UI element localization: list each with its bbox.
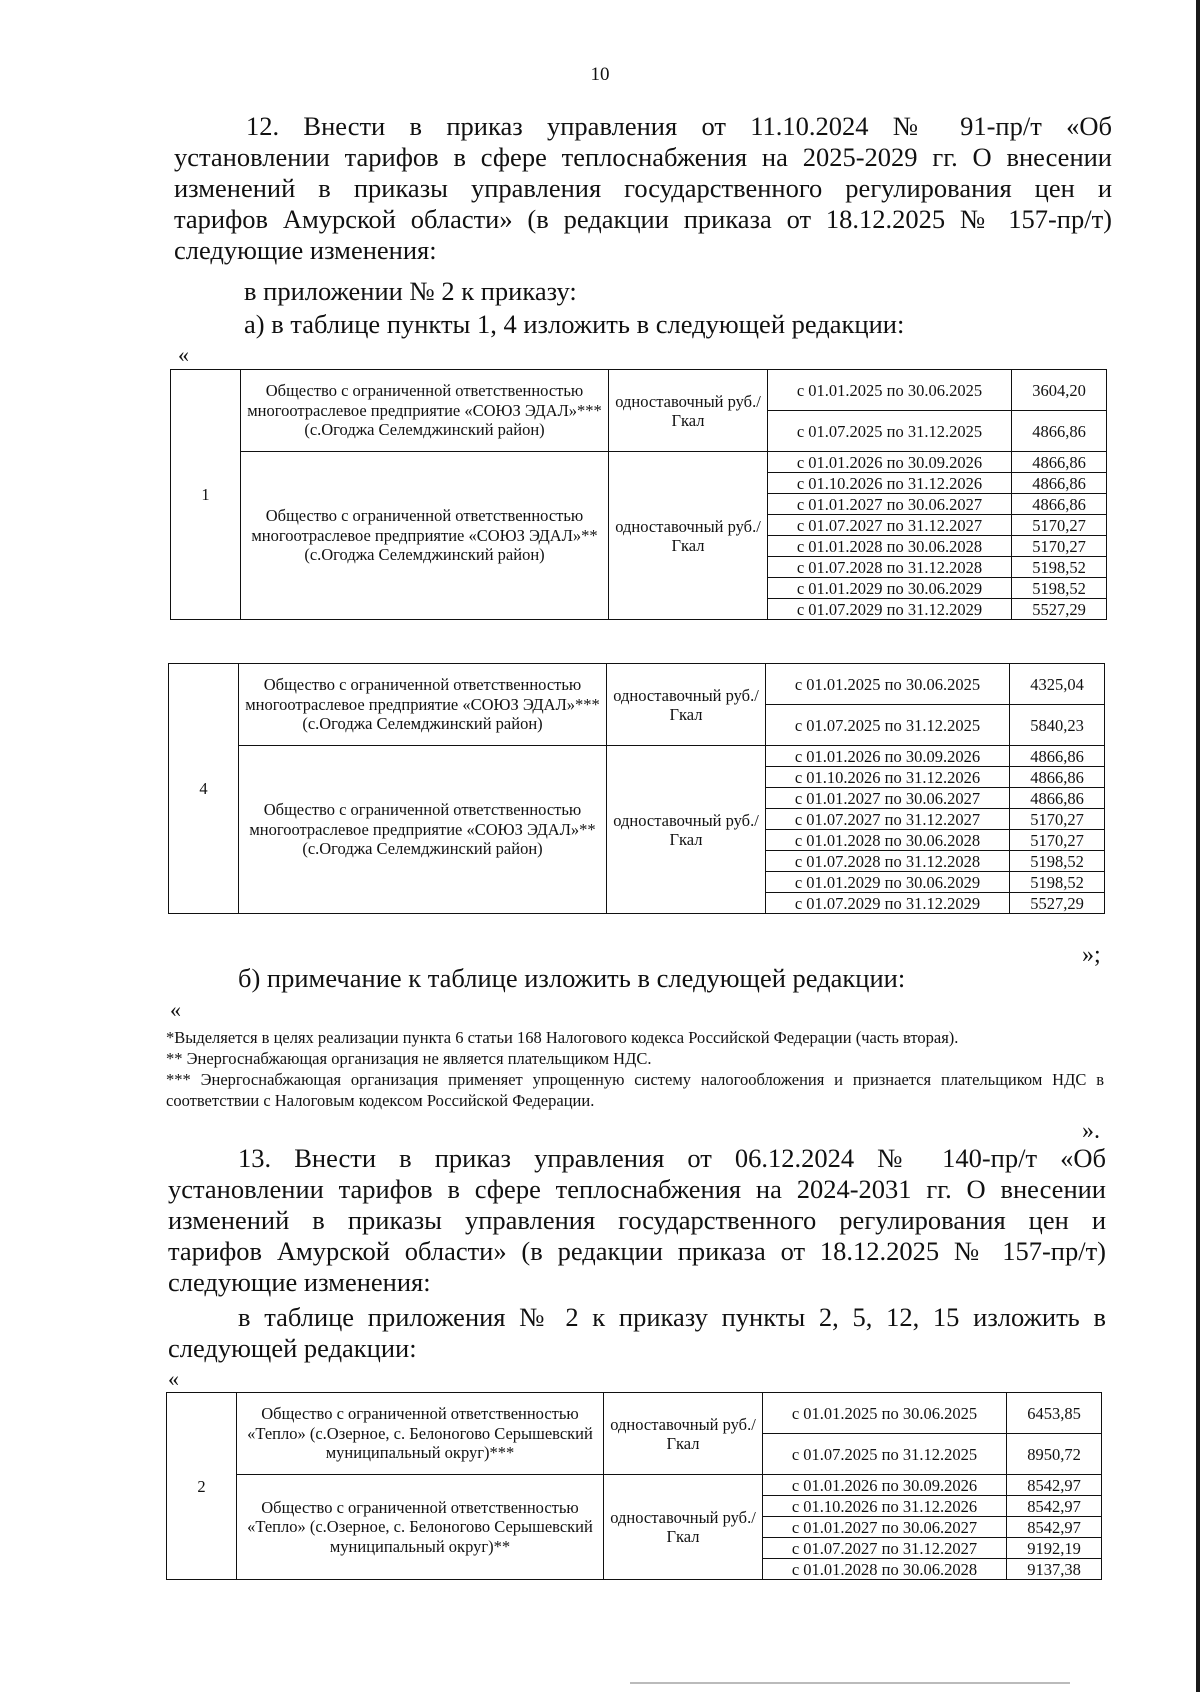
tariff-table-item-2 — [166, 1392, 1102, 1580]
table-row — [169, 664, 1105, 705]
period-cell: с 01.10.2026 по 31.12.2026 — [763, 1496, 1007, 1517]
item-a-line: а) в таблице пункты 1, 4 изложить в следующей редакции: — [244, 309, 905, 339]
organization-name: Общество с ограниченной ответственностью «Тепло» (с.Озерное, с. Белоногово Серышевский муниципальный округ)*** — [237, 1393, 604, 1475]
table-row — [171, 370, 1107, 411]
tariff-table-item-1 — [170, 369, 1107, 620]
tariff-value-cell: 5840,23 — [1010, 705, 1105, 746]
organization-name: Общество с ограниченной ответственностью многоотраслевое предприятие «СОЮЗ ЭДАЛ»** (с.Огоджа Селемджинский район) — [239, 746, 607, 914]
period-cell: с 01.01.2026 по 30.09.2026 — [768, 452, 1012, 473]
period-cell: с 01.01.2026 по 30.09.2026 — [766, 746, 1010, 767]
open-quote-1: « — [178, 342, 189, 367]
organization-name: Общество с ограниченной ответственностью многоотраслевое предприятие «СОЮЗ ЭДАЛ»*** (с.Огоджа Селемджинский район) — [241, 370, 609, 452]
section-13-line-3: изменений в приказы управления государственного регулирования цен и — [168, 1205, 1106, 1235]
tariff-value-cell: 4866,86 — [1012, 494, 1107, 515]
section-12-line-4: тарифов Амурской области» (в редакции приказа от 18.12.2025 № 157-пр/т) — [174, 204, 1112, 234]
rate-type: одноставочный руб./Гкал — [607, 746, 766, 914]
section-13-line-4: тарифов Амурской области» (в редакции приказа от 18.12.2025 № 157-пр/т) — [168, 1236, 1106, 1266]
period-cell: с 01.07.2028 по 31.12.2028 — [766, 851, 1010, 872]
rate-type: одноставочный руб./Гкал — [607, 664, 766, 746]
note-2: ** Энергоснабжающая организация не является плательщиком НДС. — [166, 1049, 652, 1068]
tariff-table-item-4 — [168, 663, 1105, 914]
period-cell: с 01.01.2029 по 30.06.2029 — [766, 872, 1010, 893]
table-notes — [166, 1027, 1104, 1111]
rate-type: одноставочный руб./Гкал — [609, 370, 768, 452]
period-cell: с 01.10.2026 по 31.12.2026 — [766, 767, 1010, 788]
section-12-line-2: установлении тарифов в сфере теплоснабжения на 2025-2029 гг. О внесении — [174, 142, 1112, 172]
period-cell: с 01.01.2027 по 30.06.2027 — [768, 494, 1012, 515]
table-row — [171, 452, 1107, 473]
section-12-paragraph — [174, 111, 1112, 266]
close-quote-dot: ». — [1082, 1118, 1100, 1144]
rate-type: одноставочный руб./Гкал — [609, 452, 768, 620]
period-cell: с 01.01.2027 по 30.06.2027 — [766, 788, 1010, 809]
tariff-value-cell: 5198,52 — [1010, 851, 1105, 872]
tariff-value-cell: 5198,52 — [1012, 557, 1107, 578]
period-cell: с 01.01.2029 по 30.06.2029 — [768, 578, 1012, 599]
tariff-value-cell: 8542,97 — [1007, 1475, 1102, 1496]
period-cell: с 01.10.2026 по 31.12.2026 — [768, 473, 1012, 494]
table-row — [167, 1393, 1102, 1434]
tariff-value-cell: 4866,86 — [1012, 473, 1107, 494]
section-13-item-line-1: в таблице приложения № 2 к приказу пункты 2, 5, 12, 15 изложить в — [238, 1302, 1106, 1332]
open-quote-2: « — [170, 997, 181, 1022]
table-row — [167, 1475, 1102, 1496]
organization-name: Общество с ограниченной ответственностью многоотраслевое предприятие «СОЮЗ ЭДАЛ»** (с.Огоджа Селемджинский район) — [241, 452, 609, 620]
tariff-value-cell: 4866,86 — [1012, 411, 1107, 452]
section-13-line-5: следующие изменения: — [168, 1267, 431, 1297]
item-number: 4 — [169, 664, 239, 914]
period-cell: с 01.07.2025 по 31.12.2025 — [763, 1434, 1007, 1475]
tariff-value-cell: 6453,85 — [1007, 1393, 1102, 1434]
tariff-value-cell: 9137,38 — [1007, 1559, 1102, 1580]
appendix-line: в приложении № 2 к приказу: — [244, 276, 577, 306]
tariff-value-cell: 4866,86 — [1010, 746, 1105, 767]
tariff-value-cell: 5527,29 — [1012, 599, 1107, 620]
item-b-line: б) примечание к таблице изложить в следующей редакции: — [238, 963, 906, 993]
close-quote-semicolon: »; — [1082, 942, 1101, 968]
section-12-line-5: следующие изменения: — [174, 235, 437, 265]
rate-type: одноставочный руб./Гкал — [604, 1393, 763, 1475]
tariff-value-cell: 8542,97 — [1007, 1517, 1102, 1538]
tariff-value-cell: 4866,86 — [1012, 452, 1107, 473]
period-cell: с 01.01.2027 по 30.06.2027 — [763, 1517, 1007, 1538]
section-13-paragraph — [168, 1143, 1106, 1298]
tariff-value-cell: 8542,97 — [1007, 1496, 1102, 1517]
period-cell: с 01.01.2025 по 30.06.2025 — [763, 1393, 1007, 1434]
page-number: 10 — [590, 64, 610, 85]
scan-edge-line — [1196, 0, 1200, 1692]
period-cell: с 01.07.2025 по 31.12.2025 — [766, 705, 1010, 746]
period-cell: с 01.07.2027 по 31.12.2027 — [763, 1538, 1007, 1559]
rate-type: одноставочный руб./Гкал — [604, 1475, 763, 1580]
period-cell: с 01.07.2027 по 31.12.2027 — [766, 809, 1010, 830]
note-3: *** Энергоснабжающая организация применяет упрощенную систему налогообложения и признается плательщиком НДС в соответствии с Налоговым кодексом Российской Федерации. — [166, 1070, 1104, 1110]
tariff-value-cell: 4866,86 — [1010, 788, 1105, 809]
period-cell: с 01.07.2028 по 31.12.2028 — [768, 557, 1012, 578]
tariff-value-cell: 9192,19 — [1007, 1538, 1102, 1559]
period-cell: с 01.07.2029 по 31.12.2029 — [766, 893, 1010, 914]
table-row — [169, 746, 1105, 767]
tariff-value-cell: 4866,86 — [1010, 767, 1105, 788]
note-1: *Выделяется в целях реализации пункта 6 статьи 168 Налогового кодекса Российской Федерации (часть вторая). — [166, 1028, 959, 1047]
tariff-value-cell: 5198,52 — [1010, 872, 1105, 893]
period-cell: с 01.01.2025 по 30.06.2025 — [768, 370, 1012, 411]
section-13-line-2: установлении тарифов в сфере теплоснабжения на 2024-2031 гг. О внесении — [168, 1174, 1106, 1204]
tariff-value-cell: 4325,04 — [1010, 664, 1105, 705]
tariff-value-cell: 5198,52 — [1012, 578, 1107, 599]
period-cell: с 01.07.2029 по 31.12.2029 — [768, 599, 1012, 620]
period-cell: с 01.01.2026 по 30.09.2026 — [763, 1475, 1007, 1496]
tariff-value-cell: 3604,20 — [1012, 370, 1107, 411]
organization-name: Общество с ограниченной ответственностью многоотраслевое предприятие «СОЮЗ ЭДАЛ»*** (с.Огоджа Селемджинский район) — [239, 664, 607, 746]
open-quote-3: « — [168, 1366, 179, 1391]
tariff-value-cell: 8950,72 — [1007, 1434, 1102, 1475]
period-cell: с 01.01.2028 по 30.06.2028 — [766, 830, 1010, 851]
item-number: 2 — [167, 1393, 237, 1580]
period-cell: с 01.07.2027 по 31.12.2027 — [768, 515, 1012, 536]
tariff-value-cell: 5170,27 — [1012, 536, 1107, 557]
period-cell: с 01.07.2025 по 31.12.2025 — [768, 411, 1012, 452]
tariff-value-cell: 5170,27 — [1010, 809, 1105, 830]
tariff-value-cell: 5170,27 — [1012, 515, 1107, 536]
organization-name: Общество с ограниченной ответственностью «Тепло» (с.Озерное, с. Белоногово Серышевский муниципальный округ)** — [237, 1475, 604, 1580]
section-12-line-3: изменений в приказы управления государственного регулирования цен и — [174, 173, 1112, 203]
scan-bottom-mark — [630, 1682, 1070, 1684]
period-cell: с 01.01.2025 по 30.06.2025 — [766, 664, 1010, 705]
period-cell: с 01.01.2028 по 30.06.2028 — [768, 536, 1012, 557]
tariff-value-cell: 5527,29 — [1010, 893, 1105, 914]
section-13-item-paragraph — [168, 1302, 1106, 1364]
tariff-value-cell: 5170,27 — [1010, 830, 1105, 851]
section-13-item-line-2: следующей редакции: — [168, 1333, 417, 1363]
section-12-line-1: 12. Внести в приказ управления от 11.10.2024 № 91-пр/т «Об — [246, 111, 1112, 141]
item-number: 1 — [171, 370, 241, 620]
period-cell: с 01.01.2028 по 30.06.2028 — [763, 1559, 1007, 1580]
section-13-line-1: 13. Внести в приказ управления от 06.12.2024 № 140-пр/т «Об — [238, 1143, 1106, 1173]
